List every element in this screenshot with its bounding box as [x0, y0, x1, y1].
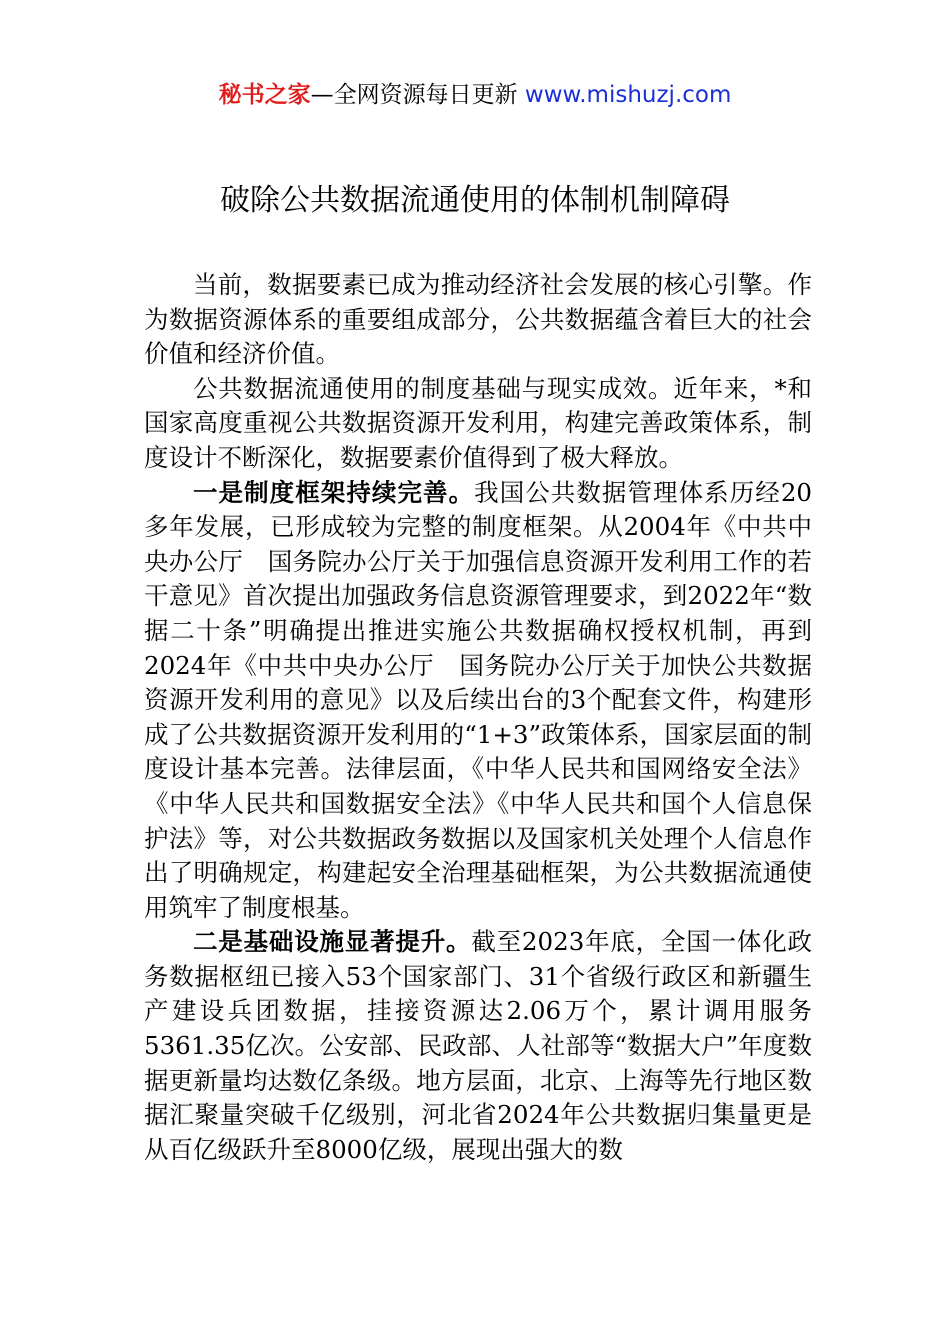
paragraph-lead: 二是基础设施显著提升。 — [193, 927, 472, 957]
paragraph — [144, 476, 812, 926]
paragraph-text: 当前，数据要素已成为推动经济社会发展的核心引擎。作为数据资源体系的重要组成部分，公共数据蕴含着巨大的社会价值和经济价值。 — [144, 270, 812, 369]
document-body — [144, 268, 812, 1167]
paragraph-text: 截至2023年底，全国一体化政务数据枢纽已接入53个国家部门、31个省级行政区和新疆生产建设兵团数据，挂接资源达2.06万个，累计调用服务5361.35亿次。公安部、民政部、人社部等“数据大户”年度数据更新量均达数亿条级。地方层面，北京、上海等先行地区数据汇聚量突破千亿级别，河北省2024年公共数据归集量更是从百亿级跃升至8000亿级，展现出强大的数 — [144, 927, 812, 1164]
site-url-link[interactable]: www.mishuzj.com — [524, 82, 732, 108]
document-title: 破除公共数据流通使用的体制机制障碍 — [220, 183, 730, 218]
paragraph — [144, 372, 812, 476]
paragraph-text: 公共数据流通使用的制度基础与现实成效。近年来，*和国家高度重视公共数据资源开发利用，构建完善政策体系，制度设计不断深化，数据要素价值得到了极大释放。 — [144, 373, 812, 472]
paragraph-lead: 一是制度框架持续完善。 — [193, 477, 475, 507]
paragraph — [144, 268, 812, 372]
paragraph-text: 我国公共数据管理体系历经20多年发展，已形成较为完整的制度框架。从2004年《中共中央办公厅 国务院办公厅关于加强信息资源开发利用工作的若干意见》首次提出加强政务信息资源管理要求，到2022年“数据二十条”明确提出推进实施公共数据确权授权机制，再到2024年《中共中央办公厅 国务院办公厅关于加快公共数据资源开发利用的意见》以及后续出台的3个配套文件，构建形成了公共数据资源开发利用的“1+3”政策体系，国家层面的制度设计基本完善。法律层面，《中华人民共和国网络安全法》《中华人民共和国数据安全法》《中华人民共和国个人信息保护法》等，对公共数据政务数据以及国家机关处理个人信息作出了明确规定，构建起安全治理基础框架，为公共数据流通使用筑牢了制度根基。 — [144, 477, 812, 922]
site-brand: 秘书之家 — [218, 82, 311, 108]
site-tagline: —全网资源每日更新 — [310, 82, 525, 108]
site-header — [0, 78, 950, 112]
paragraph — [144, 925, 812, 1167]
